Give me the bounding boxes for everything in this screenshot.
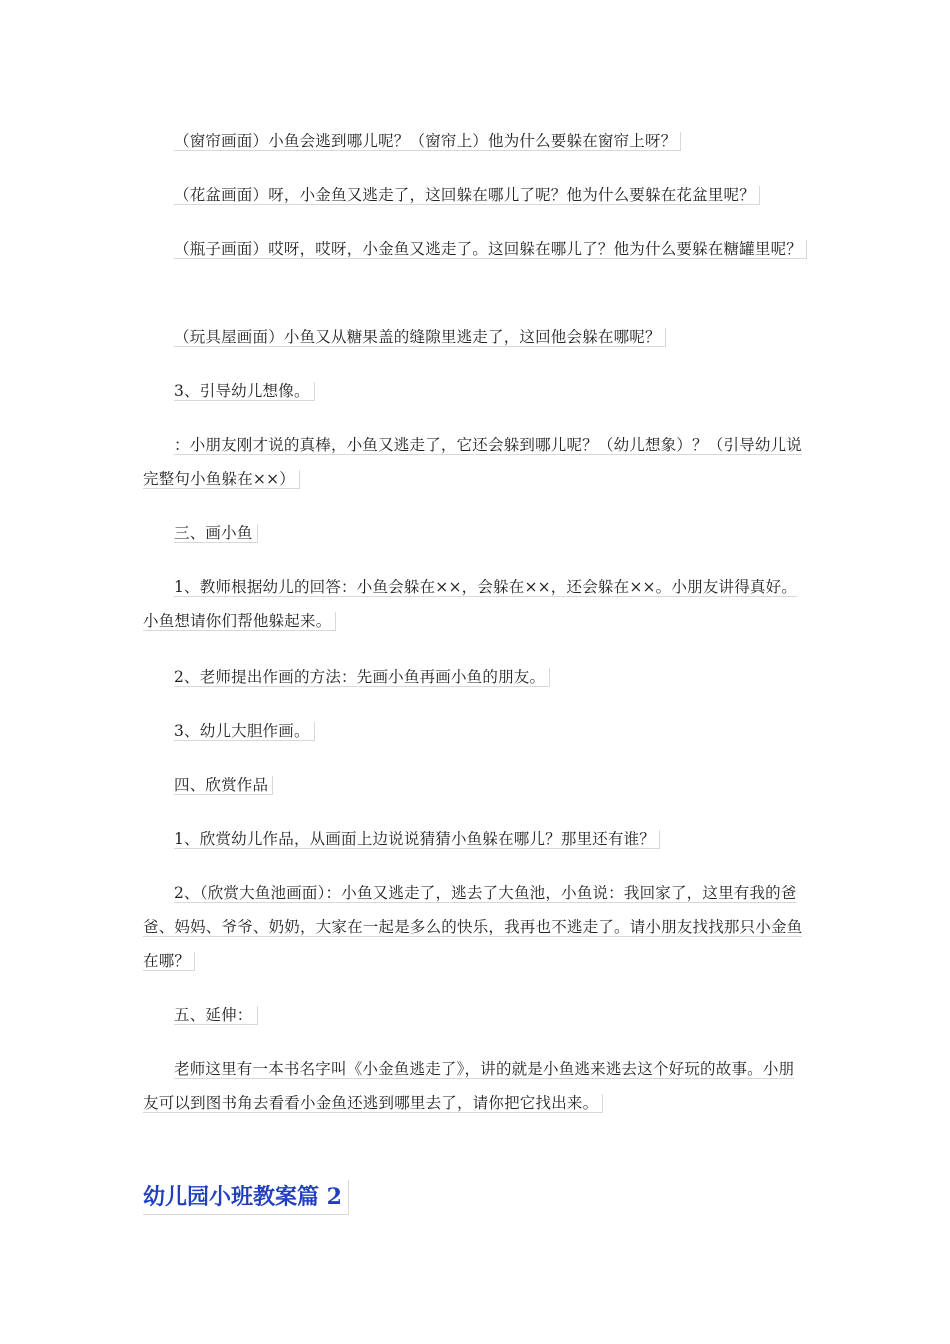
section-appreciate-works: 四、欣赏作品 xyxy=(143,768,808,802)
section-heading: 幼儿园小班教案篇 2 xyxy=(143,1180,349,1215)
paragraph-bottle: （瓶子画面）哎呀，哎呀，小金鱼又逃走了。这回躲在哪儿了？他为什么要躲在糖罐里呢？ xyxy=(143,232,808,266)
section-extension: 五、延伸： xyxy=(143,998,808,1032)
paragraph-drawing-method: 2、老师提出作画的方法：先画小鱼再画小鱼的朋友。 xyxy=(143,660,808,694)
paragraph-big-pond: 2、（欣赏大鱼池画面）：小鱼又逃走了，逃去了大鱼池，小鱼说：我回家了，这里有我的爸爸、妈妈、爷爷、奶奶，大家在一起是多么的快乐，我再也不逃走了。请小朋友找找那只小金鱼在哪？ xyxy=(143,884,803,970)
paragraph-bold-drawing: 3、幼儿大胆作画。 xyxy=(143,714,808,748)
paragraph-teacher-answer: 1、教师根据幼儿的回答：小鱼会躲在××，会躲在××，还会躲在××。小朋友讲得真好。小鱼想请你们帮他躲起来。 xyxy=(143,578,797,630)
paragraph-toyhouse: （玩具屋画面）小鱼又从糖果盖的缝隙里逃走了，这回他会躲在哪呢？ xyxy=(143,320,808,354)
paragraph-curtain: （窗帘画面）小鱼会逃到哪儿呢？（窗帘上）他为什么要躲在窗帘上呀？ xyxy=(143,124,808,158)
paragraph-book-corner: 老师这里有一本书名字叫《小金鱼逃走了》，讲的就是小鱼逃来逃去这个好玩的故事。小朋友可以到图书角去看看小金鱼还逃到哪里去了，请你把它找出来。 xyxy=(143,1060,795,1112)
paragraph-flowerpot: （花盆画面）呀，小金鱼又逃走了，这回躲在哪儿了呢？他为什么要躲在花盆里呢？ xyxy=(143,178,808,212)
paragraph-appreciate-children: 1、欣赏幼儿作品，从画面上边说说猜猜小鱼躲在哪儿？那里还有谁？ xyxy=(143,822,808,856)
section-draw-fish: 三、画小鱼 xyxy=(143,516,808,550)
paragraph-guide-imagination: 3、引导幼儿想像。 xyxy=(143,374,808,408)
paragraph-children-imagine: ：小朋友刚才说的真棒，小鱼又逃走了，它还会躲到哪儿呢？（幼儿想象）？（引导幼儿说完整句小鱼躲在××） xyxy=(143,436,803,488)
